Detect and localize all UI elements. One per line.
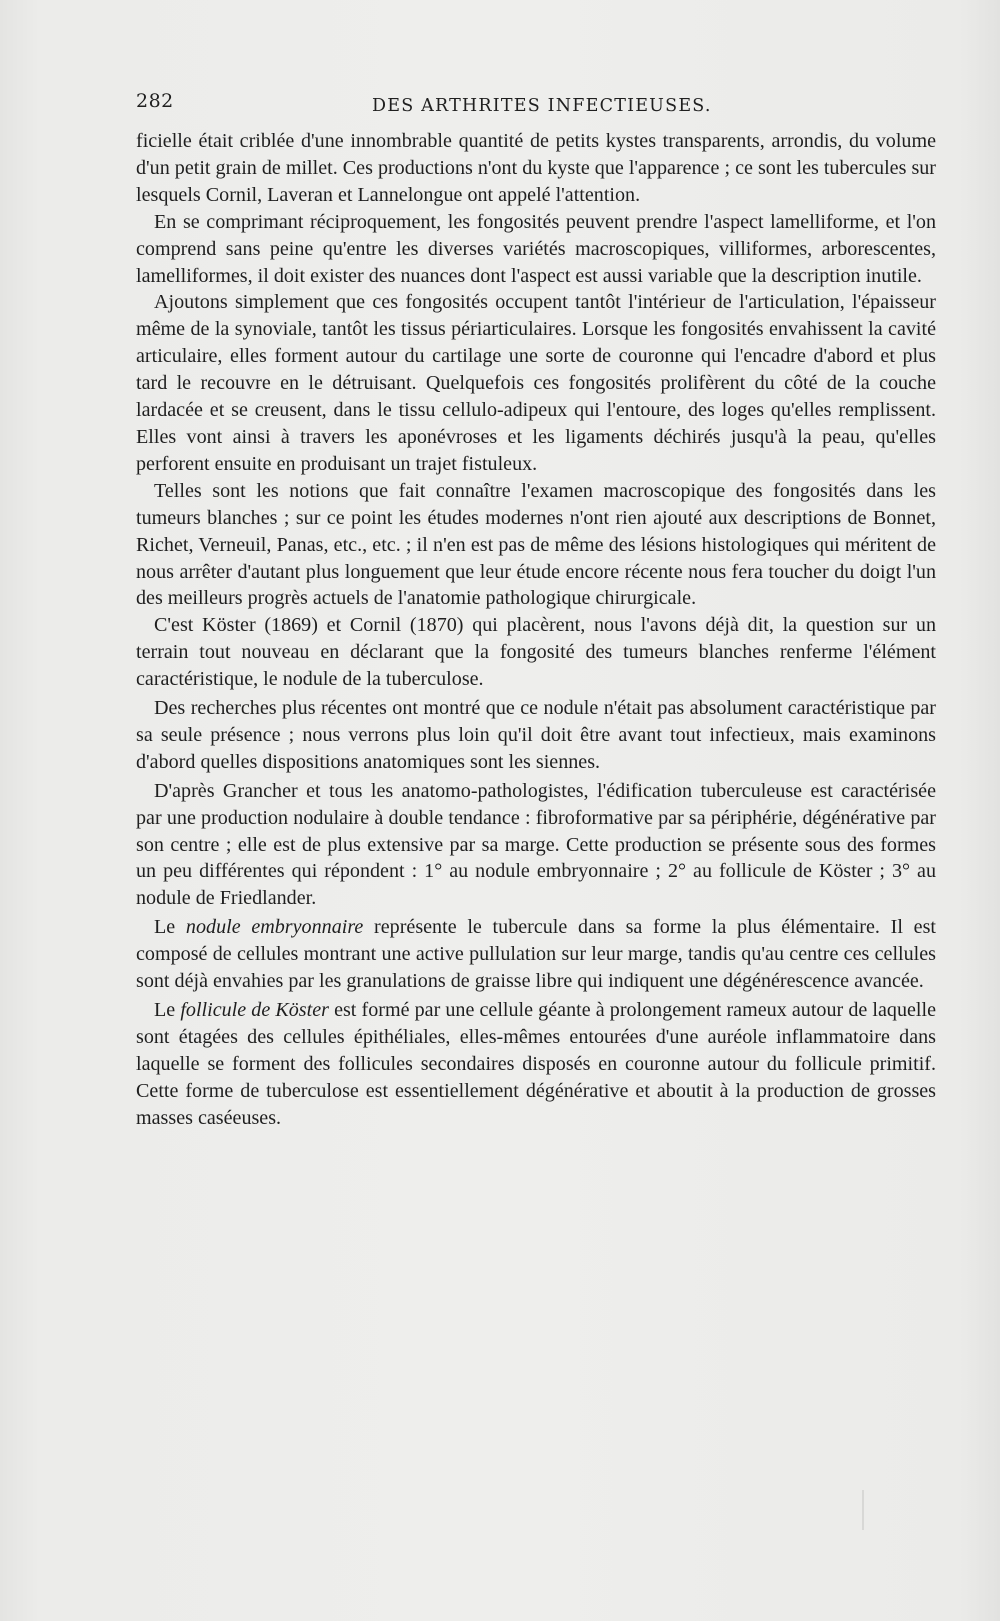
running-title: DES ARTHRITES INFECTIEUSES. xyxy=(372,96,712,116)
paragraph-7: D'après Grancher et tous les anatomo-pathologistes, l'édification tuberculeuse est caractérisée par une production nodulaire à double tendance : fibroformative par sa périphérie, dégénérative par son centre ; elle est de plus extensive par sa marge. Cette production se présente sous des formes un peu différentes qui répondent : 1° au nodule embryonnaire ; 2° au follicule de Köster ; 3° au nodule de Friedlander. xyxy=(136,779,936,910)
paragraph-8-body: représente le tubercule dans sa forme la plus élémentaire. Il est composé de cellules montrant une active pullulation sur leur marge, tandis qu'au centre ces cellules sont déjà envahies par les granulations de graisse libre qui indiquent une dégénérescence avancée. xyxy=(136,916,936,993)
paragraph-6: Des recherches plus récentes ont montré que ce nodule n'était pas absolument caractéristique par sa seule présence ; nous verrons plus loin qu'il doit être avant tout infectieux, mais examinons d'abord quelles dispositions anatomiques sont les siennes. xyxy=(136,697,936,773)
paragraph-3: Ajoutons simplement que ces fongosités occupent tantôt l'intérieur de l'articulation, l'épaisseur même de la synoviale, tantôt les tissus périarticulaires. Lorsque les fongosités envahissent la cavité articulaire, elles forment autour du cartilage une sorte de couronne qui l'encadre d'abord et plus tard le recouvre en le détruisant. Quelquefois ces fongosités prolifèrent du côté de la couche lardacée et se creusent, dans le tissu cellulo-adipeux qui l'entoure, des loges qu'elles remplissent. Elles vont ainsi à travers les aponévroses et les ligaments déchirés jusqu'à la peau, qu'elles perforent ensuite en produisant un trajet fistuleux. xyxy=(136,291,936,475)
paragraph-4: Telles sont les notions que fait connaître l'examen macroscopique des fongosités dans les tumeurs blanches ; sur ce point les études modernes n'ont rien ajouté aux descriptions de Bonnet, Richet, Verneuil, Panas, etc., etc. ; il n'en est pas de même des lésions histologiques qui méritent de nous arrêter d'autant plus longuement que leur étude encore récente nous fera toucher du doigt l'un des meilleurs progrès actuels de l'anatomie pathologique chirurgicale. xyxy=(136,479,936,610)
body-text xyxy=(136,128,936,1132)
paragraph-9 xyxy=(136,997,936,1132)
paragraph-2: En se comprimant réciproquement, les fongosités peuvent prendre l'aspect lamelliforme, et l'on comprend sans peine qu'entre les diverses variétés macroscopiques, villiformes, arborescentes, lamelliformes, il doit exister des nuances dont l'aspect est aussi variable que la description inutile. xyxy=(136,210,936,287)
paragraph-9-lead: Le xyxy=(154,999,181,1021)
page-number: 282 xyxy=(136,90,174,112)
term-follicule-de-koster: follicule de Köster xyxy=(180,999,329,1021)
paragraph-9-body: est formé par une cellule géante à prolongement rameux autour de laquelle sont étagées des cellules épithéliales, elles-mêmes entourées d'une auréole inflammatoire dans laquelle se forment des follicules secondaires disposés en couronne autour du follicule primitif. Cette forme de tuberculose est essentiellement dégénérative et aboutit à la production de grosses masses caséeuses. xyxy=(136,999,936,1129)
margin-mark xyxy=(862,1490,864,1530)
paragraph-8-lead: Le xyxy=(154,916,186,939)
paragraph-8 xyxy=(136,914,936,995)
term-nodule-embryonnaire: nodule embryonnaire xyxy=(185,916,364,939)
paragraph-1: ficielle était criblée d'une innombrable quantité de petits kystes transparents, arrondis, du volume d'un petit grain de millet. Ces productions n'ont du kyste que l'apparence ; ce sont les tubercules sur lesquels Cornil, Laveran et Lannelongue ont appelé l'attention. xyxy=(136,130,936,206)
paragraph-5: C'est Köster (1869) et Cornil (1870) qui placèrent, nous l'avons déjà dit, la question sur un terrain tout nouveau en déclarant que la fongosité des tumeurs blanches renferme l'élément caractéristique, le nodule de la tuberculose. xyxy=(136,614,936,691)
